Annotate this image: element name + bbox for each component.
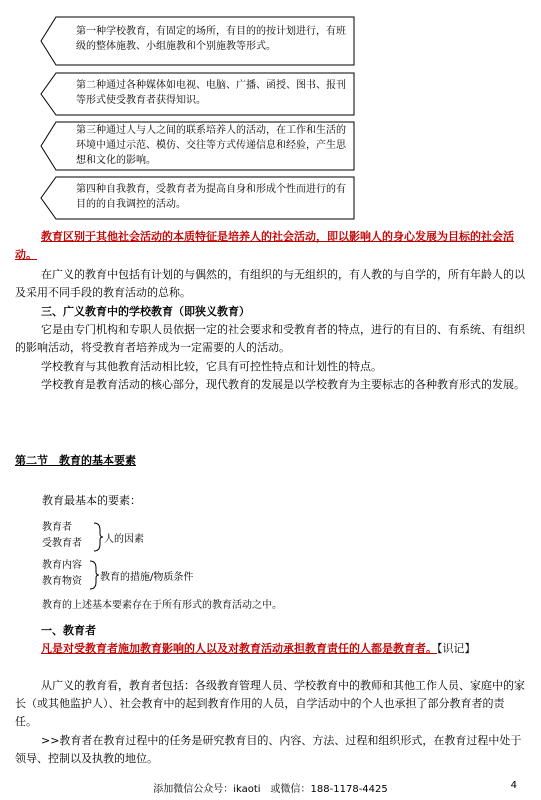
hexbox-1 <box>40 16 355 66</box>
element-learner: 受教育者 <box>42 538 82 549</box>
element-content: 教育内容 <box>42 560 82 571</box>
section-title: 第二节 教育的基本要素 <box>15 454 136 467</box>
paragraph-broad-education: 在广义的教育中包括有计划的与偶然的，有组织的与无组织的，有人教的与自学的，所有年龄人的以及采用不同手段的教育活动的总称。 <box>15 268 525 299</box>
highlight-text: 教育区别于其他社会活动的本质特征是培养人的社会活动，即以影响人的身心发展为目标的社会活动。 <box>15 230 514 261</box>
educator-definition <box>15 640 525 658</box>
element-material: 教育物资 <box>42 576 82 587</box>
paragraph-educator-scope: 从广义的教育看，教育者包括：各级教育管理人员、学校教育中的教师和其他工作人员、家庭中的家长（或其他监护人）、社会教育中的起到教育作用的人员，自学活动中的个人也承担了部分教育者的责任。 <box>15 679 525 728</box>
group-material-label: 教育的措施/物质条件 <box>100 572 194 583</box>
paragraph-school-features: 学校教育与其他教育活动相比较，它具有可控性特点和计划性的特点。 <box>41 360 382 373</box>
elements-intro: 教育最基本的要素： <box>42 494 141 507</box>
hexbox-4 <box>40 176 355 220</box>
hexbox-3 <box>40 121 355 171</box>
elements-note: 教育的上述基本要素存在于所有形式的教育活动之中。 <box>42 600 282 611</box>
key-point-highlight <box>15 228 525 264</box>
element-educator: 教育者 <box>42 522 72 533</box>
brace-icon <box>92 522 104 552</box>
hexbox-text: 第三种通过人与人之间的联系培养人的活动，在工作和生活的环境中通过示范、模仿、交往等方式传递信息和经验，产生思想和文化的影响。 <box>76 125 346 166</box>
brace-icon <box>88 560 100 590</box>
paragraph-educator-task: >>教育者在教育过程中的任务是研究教育目的、内容、方法、过程和组织形式，在教育过程中处于领导、控制以及执教的地位。 <box>15 734 522 765</box>
heading-educator: 一、教育者 <box>41 624 96 637</box>
hexbox-text: 第二种通过各种媒体如电视、电脑、广播、函授、图书、报刊等形式使受教育者获得知识。 <box>76 80 346 106</box>
page-number: 4 <box>510 780 517 791</box>
hexbox-2 <box>40 72 355 116</box>
heading-school-education: 三、广义教育中的学校教育（即狭义教育） <box>41 305 250 318</box>
footer-text: 添加微信公众号：ikaoti 或微信：188-1178-4425 <box>153 784 388 795</box>
group-human-label: 人的因素 <box>104 534 144 545</box>
paragraph-school-definition: 它是由专门机构和专职人员依据一定的社会要求和受教育者的特点，进行的有目的、有系统、有组织的影响活动，将受教育者培养成为一定需要的人的活动。 <box>15 323 525 354</box>
hexbox-text: 第四种自我教育，受教育者为提高自身和形成个性而进行的有目的的自我调控的活动。 <box>76 184 346 210</box>
hexbox-text: 第一种学校教育，有固定的场所，有目的的按计划进行，有班级的整体施教、小组施教和个别施教等形式。 <box>76 26 346 52</box>
group-human-items <box>42 520 82 552</box>
group-material-items <box>42 558 82 590</box>
highlight-text: 凡是对受教育者施加教育影响的人以及对教育活动承担教育责任的人都是教育者。 <box>41 642 437 655</box>
paragraph-school-core: 学校教育是教育活动的核心部分，现代教育的发展是以学校教育为主要标志的各种教育形式的发展。 <box>41 378 525 391</box>
memorize-tag: 【识记】 <box>437 642 476 655</box>
